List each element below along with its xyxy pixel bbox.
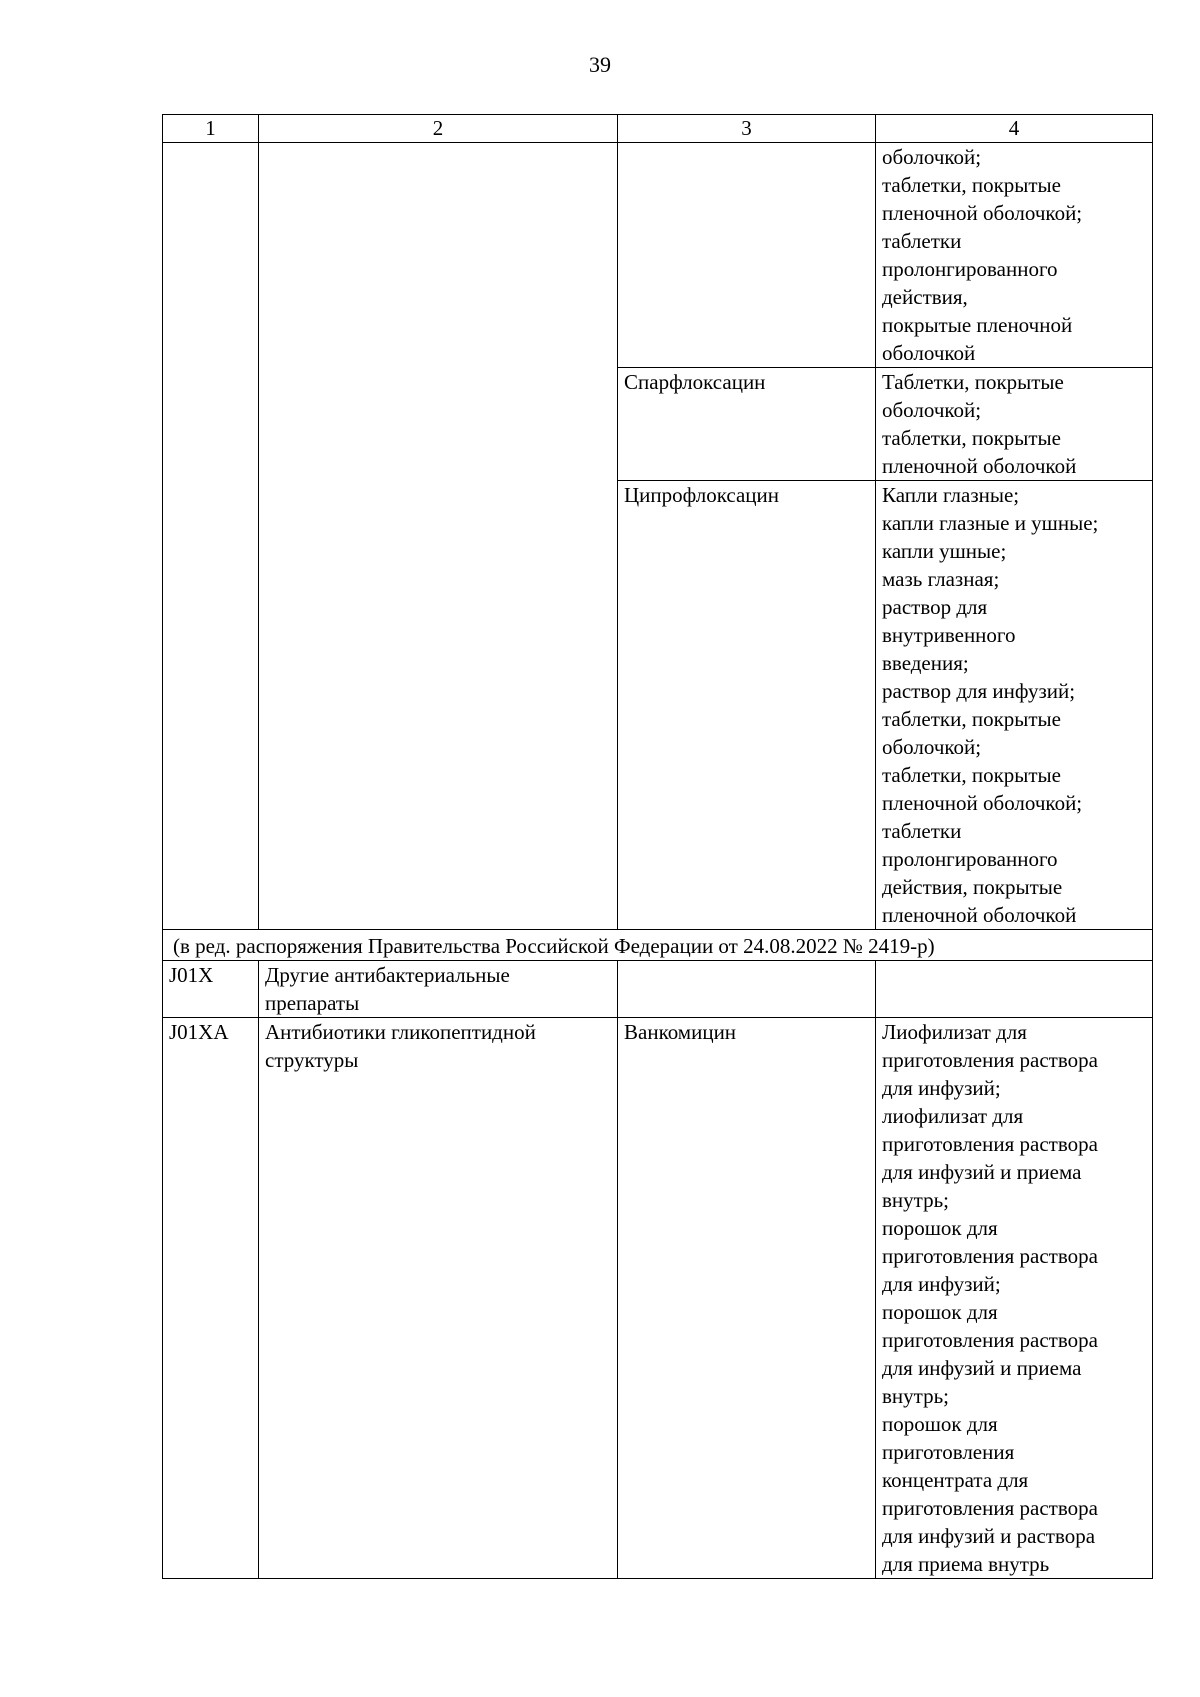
cell-line: приготовления раствора <box>882 1048 1098 1072</box>
amendment-note-row <box>163 930 1153 961</box>
table-header-row <box>163 115 1153 143</box>
cell-line: таблетки, покрытые <box>882 763 1061 787</box>
cell-line: для инфузий и раствора <box>882 1524 1096 1548</box>
cell-line: действия, покрытые <box>882 875 1063 899</box>
table-row <box>163 961 1153 1018</box>
cell-line: раствор для <box>882 595 988 619</box>
cell-line: оболочкой <box>882 341 976 365</box>
cell-line: Таблетки, покрытые <box>882 370 1064 394</box>
drug-cell: Ципрофлоксацин <box>618 481 876 930</box>
drug-cell: Ванкомицин <box>618 1018 876 1579</box>
header-col-4: 4 <box>876 115 1153 143</box>
cell-line: лиофилизат для <box>882 1104 1024 1128</box>
cell-line: пролонгированного <box>882 257 1058 281</box>
cell-line: внутрь; <box>882 1188 949 1212</box>
cell-line: оболочкой; <box>882 398 982 422</box>
group-cell <box>259 961 618 1018</box>
cell-line: препараты <box>265 991 360 1015</box>
cell-line: Капли глазные; <box>882 483 1020 507</box>
cell-line: приготовления раствора <box>882 1244 1098 1268</box>
cell-line: оболочкой; <box>882 735 982 759</box>
cell-line: покрытые пленочной <box>882 313 1073 337</box>
cell-line: пленочной оболочкой; <box>882 201 1083 225</box>
drug-cell <box>618 961 876 1018</box>
cell-line: внутривенного <box>882 623 1016 647</box>
cell-line: таблетки <box>882 229 962 253</box>
cell-line: таблетки <box>882 819 962 843</box>
drug-cell <box>618 143 876 368</box>
cell-line: для инфузий; <box>882 1272 1001 1296</box>
cell-line: приготовления раствора <box>882 1328 1098 1352</box>
cell-line: приготовления раствора <box>882 1132 1098 1156</box>
cell-line: пленочной оболочкой; <box>882 791 1083 815</box>
cell-line: действия, <box>882 285 968 309</box>
header-col-3: 3 <box>618 115 876 143</box>
cell-line: таблетки, покрытые <box>882 426 1061 450</box>
cell-line: таблетки, покрытые <box>882 707 1061 731</box>
forms-cell <box>876 143 1153 368</box>
cell-line: внутрь; <box>882 1384 949 1408</box>
code-cell: J01X <box>163 961 259 1018</box>
cell-line: Антибиотики гликопептидной <box>265 1020 536 1044</box>
code-cell <box>163 143 259 930</box>
cell-line: приготовления раствора <box>882 1496 1098 1520</box>
page-number: 39 <box>589 52 611 77</box>
group-cell <box>259 143 618 930</box>
forms-cell <box>876 1018 1153 1579</box>
cell-line: структуры <box>265 1048 359 1072</box>
cell-line: пролонгированного <box>882 847 1058 871</box>
cell-line: для инфузий; <box>882 1076 1001 1100</box>
cell-line: Другие антибактериальные <box>265 963 510 987</box>
code-cell: J01XA <box>163 1018 259 1579</box>
cell-line: капли ушные; <box>882 539 1007 563</box>
cell-line: введения; <box>882 651 969 675</box>
header-col-1: 1 <box>163 115 259 143</box>
cell-line: для приема внутрь <box>882 1552 1050 1576</box>
table-row <box>163 143 1153 368</box>
drug-table <box>162 114 1153 1579</box>
cell-line: для инфузий и приема <box>882 1160 1082 1184</box>
cell-line: оболочкой; <box>882 145 982 169</box>
cell-line: для инфузий и приема <box>882 1356 1082 1380</box>
cell-line: Лиофилизат для <box>882 1020 1027 1044</box>
cell-line: порошок для <box>882 1412 998 1436</box>
group-cell <box>259 1018 618 1579</box>
cell-line: пленочной оболочкой <box>882 903 1077 927</box>
cell-line: таблетки, покрытые <box>882 173 1061 197</box>
forms-cell <box>876 481 1153 930</box>
forms-cell <box>876 961 1153 1018</box>
forms-cell <box>876 368 1153 481</box>
header-col-2: 2 <box>259 115 618 143</box>
drug-cell: Спарфлоксацин <box>618 368 876 481</box>
table-row <box>163 1018 1153 1579</box>
cell-line: приготовления <box>882 1440 1015 1464</box>
cell-line: мазь глазная; <box>882 567 1000 591</box>
cell-line: раствор для инфузий; <box>882 679 1076 703</box>
amendment-note: (в ред. распоряжения Правительства Российской Федерации от 24.08.2022 № 2419-р) <box>163 930 1153 961</box>
cell-line: пленочной оболочкой <box>882 454 1077 478</box>
cell-line: капли глазные и ушные; <box>882 511 1099 535</box>
cell-line: порошок для <box>882 1300 998 1324</box>
cell-line: порошок для <box>882 1216 998 1240</box>
cell-line: концентрата для <box>882 1468 1029 1492</box>
